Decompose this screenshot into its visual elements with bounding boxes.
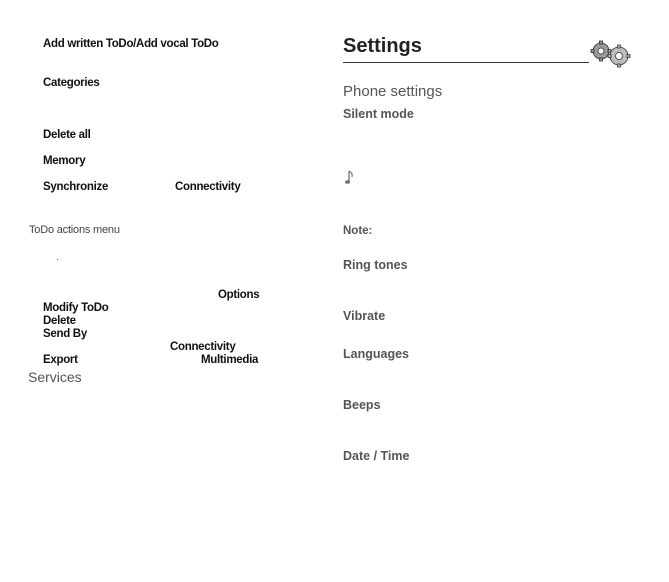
vibrate-label: Vibrate	[343, 309, 386, 323]
action-modify-todo: Modify ToDo	[43, 302, 109, 314]
item-synchronize: Synchronize	[43, 181, 109, 193]
item-memory: Memory	[43, 155, 86, 167]
music-note-icon	[343, 169, 357, 187]
gears-icon	[590, 40, 632, 68]
title-rule	[343, 62, 589, 63]
settings-title: Settings	[343, 35, 422, 57]
action-send-by: Send By	[43, 328, 87, 340]
silent-mode-label: Silent mode	[343, 107, 414, 121]
services-heading: Services	[28, 369, 82, 385]
synchronize-connectivity-ref: Connectivity	[175, 181, 241, 193]
export-multimedia-ref: Multimedia	[201, 354, 259, 366]
languages-label: Languages	[343, 347, 409, 361]
todo-actions-heading: ToDo actions menu	[29, 224, 120, 236]
options-label: Options	[218, 289, 260, 301]
item-add-todo: Add written ToDo/Add vocal ToDo	[43, 38, 219, 50]
beeps-label: Beeps	[343, 398, 381, 412]
item-delete-all: Delete all	[43, 129, 91, 141]
action-export: Export	[43, 354, 78, 366]
item-categories: Categories	[43, 77, 100, 89]
date-time-label: Date / Time	[343, 449, 410, 463]
phone-settings-heading: Phone settings	[343, 83, 443, 100]
ring-tones-label: Ring tones	[343, 258, 408, 272]
action-delete: Delete	[43, 315, 76, 327]
stray-dot	[57, 259, 58, 260]
send-by-connectivity-ref: Connectivity	[170, 341, 236, 353]
note-label: Note:	[343, 225, 373, 237]
